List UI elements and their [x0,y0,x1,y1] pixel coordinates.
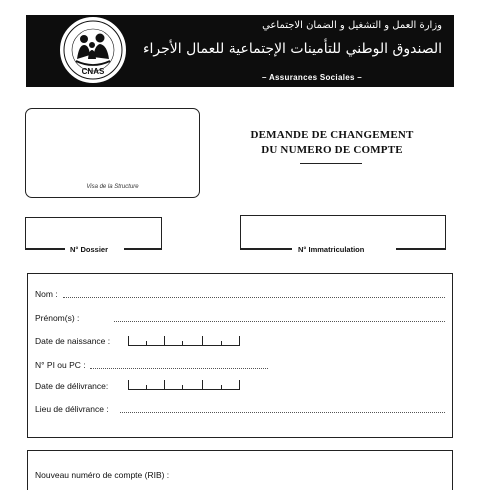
lieu-input[interactable] [120,412,445,413]
header-banner [26,15,454,87]
cnas-logo [60,17,126,83]
tick [182,385,183,389]
tick [202,380,203,389]
tick [146,385,147,389]
title-line-1: DEMANDE DE CHANGEMENT [250,129,414,141]
tick [128,336,129,345]
tick [164,336,165,345]
naissance-label: Date de naissance : [35,336,111,346]
nom-label: Nom : [35,289,58,299]
tick [182,341,183,345]
tick [202,336,203,345]
ministry-name-arabic: وزارة العمل و التشغيل و الضمان الاجتماعي [262,20,442,31]
assurances-label: – Assurances Sociales – [262,73,362,82]
tick [164,380,165,389]
pi-input[interactable] [90,368,268,369]
tick [128,380,129,389]
dossier-label: N° Dossier [70,245,109,254]
delivrance-label: Date de délivrance: [35,381,109,391]
immatriculation-line-right [396,248,446,250]
visa-label: Visa de la Structure [86,184,139,190]
tick [221,341,222,345]
delivrance-input[interactable] [128,380,240,390]
rib-label: Nouveau numéro de compte (RIB) : [35,470,170,480]
prenom-input[interactable] [114,321,445,322]
nom-input[interactable] [63,297,445,298]
immatriculation-line-left [240,248,292,250]
naissance-input[interactable] [128,336,240,346]
form-title [232,128,432,158]
visa-structure-box[interactable] [25,108,200,198]
lieu-label: Lieu de délivrance : [35,404,109,414]
tick [146,341,147,345]
fund-name-arabic: الصندوق الوطني للتأمينات الإجتماعية للعمال الأجراء [142,41,442,57]
tick [239,336,240,345]
tick [239,380,240,389]
pi-label: N° PI ou PC : [35,360,86,370]
dossier-line-right [124,248,162,250]
title-underline [300,163,362,164]
prenom-label: Prénom(s) : [35,313,80,323]
dossier-line-left [25,248,65,250]
title-line-2: DU NUMERO DE COMPTE [261,144,403,156]
tick [221,385,222,389]
immatriculation-label: N° Immatriculation [298,245,365,254]
logo-text: CNAS [81,67,105,76]
